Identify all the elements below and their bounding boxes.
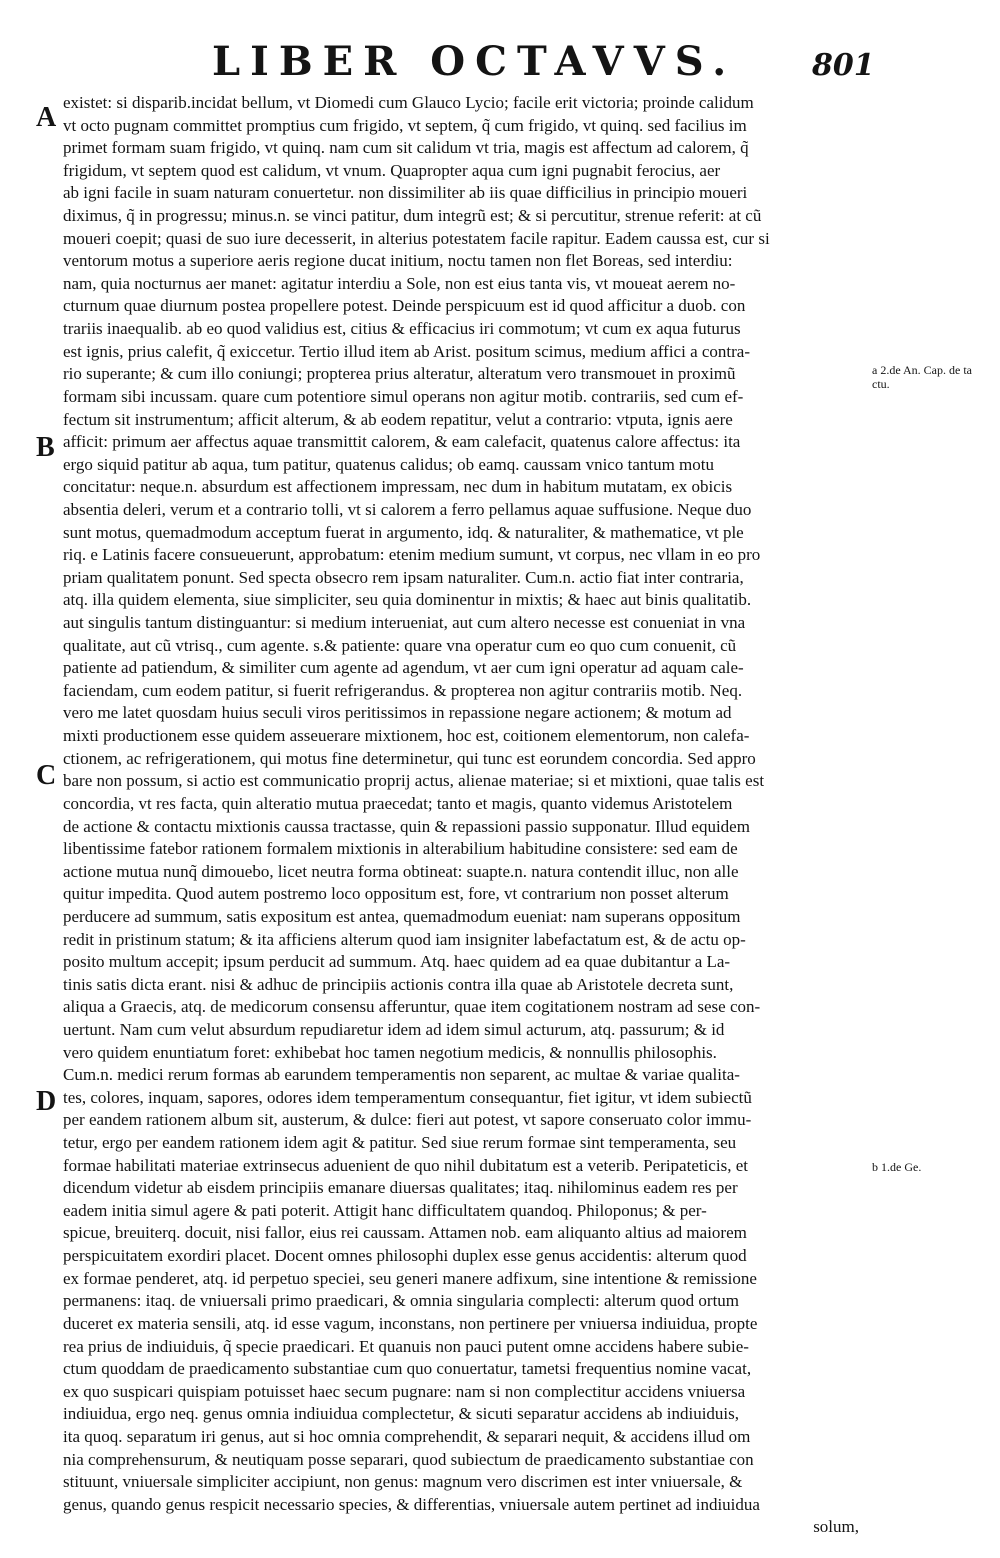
text-line: riq. e Latinis facere consueuerunt, approbatum: etenim medium sumunt, vt corpus, nec vllam in eo pro [63, 545, 761, 565]
text-line: ab igni facile in suam naturam conuertetur. non dissimiliter ab iis quae difficilius in principio moueri [63, 183, 748, 203]
text-line: atq. illa quidem elementa, siue simpliciter, seu quia dominentur in mixtis; & haec aut binis qualitatib. [63, 590, 752, 610]
text-line: ex quo suspicari quispiam potuisset haec secum pugnare: nam si non complectitur accidens vniuersa [63, 1381, 746, 1401]
text-line: formam sibi incussam. quare cum potentiore simul operans non agitur motib. contrariis, sed cum ef- [63, 386, 744, 406]
margin-note-1: a 2.de An. Cap. de ta ctu. [872, 363, 972, 391]
text-line: tinis satis dicta erant. nisi & adhuc de principiis actionis contra illa quae ab Aristotele decreta sunt, [63, 974, 734, 994]
text-line: trariis inaequalib. ab eo quod validius est, citius & efficacius iri commotum; vt cum ex aqua futurus [63, 319, 741, 339]
text-line: perspicuitatem exordiri placet. Docent omnes philosophi duplex esse genus accidentis: alterum quod [63, 1246, 747, 1266]
main-text-block [63, 92, 863, 1539]
text-line: dicendum videtur ab eisdem principiis emanare diuersas qualitates; itaq. nihilominus eadem res per [63, 1178, 738, 1198]
text-line: eadem initia simul agere & pati poterit. Attigit hanc difficultatem quandoq. Philoponus; & per- [63, 1200, 707, 1220]
text-line: duceret ex materia sensili, atq. id esse vagum, inconstans, non pertinere per vniuersa indiuidua, propte [63, 1313, 758, 1333]
text-line: mixti productionem esse quidem asseuerare mixtionem, hoc est, coitionem elementorum, non calefa- [63, 726, 750, 746]
text-line: libentissime fatebor rationem formalem mixtionis in alterabilium habitudine consistere: sed eam de [63, 839, 738, 859]
text-line: est ignis, prius calefit, q̃ exiccetur. Tertio illud item ab Arist. positum scimus, medium affici a contra- [63, 341, 751, 361]
text-line: indiuidua, ergo neq. genus omnia indiuidua complectetur, & sicuti separatur accidens ab indiuiduis, [63, 1404, 740, 1424]
text-line: priam qualitatem ponunt. Sed specta obsecro rem ipsam naturaliter. Cum.n. actio fiat inter contraria, [63, 567, 744, 587]
text-line: sunt motus, quemadmodum acceptum fuerat in argumento, idq. & naturaliter, & mathematice, vt ple [63, 522, 744, 542]
text-line: fectum sit instrumentum; afficit alterum, & ab eodem repatitur, velut a contrario: vtputa, ignis aere [63, 409, 733, 429]
section-letter-d: D [36, 1086, 57, 1117]
text-line: de actione & contactu mixtionis caussa tractasse, quin & repassioni passio supponatur. Illud equidem [63, 816, 750, 836]
text-line: bare non possum, si actio est communicatio proprij actus, alienae materiae; si et mixtioni, quae talis est [63, 771, 765, 791]
text-line: per eandem rationem album sit, austerum, & dulce: fieri aut potest, vt sapore conseruato color immu- [63, 1110, 752, 1130]
text-line: ex formae penderet, atq. id perpetuo speciei, seu generi manere adfixum, sine intentione & remissione [63, 1268, 757, 1288]
text-line: ita quoq. separatum iri genus, aut si hoc omnia comprehendit, & separari nequit, & accidens illud om [63, 1426, 751, 1446]
text-line: rea prius de indiuiduis, q̃ specie praedicari. Et quanuis non pauci putent omne accidens habere subie- [63, 1336, 749, 1356]
text-line: aut singulis tantum distinguantur: si medium interueniat, aut cum altero necesse est conueniat in vna [63, 613, 746, 633]
text-line: actione mutua nunq̃ dimouebo, licet neutra forma obtineat: suapte.n. natura contendit illuc, non alle [63, 861, 739, 881]
section-letter-a: A [36, 102, 57, 133]
text-line: frigidum, vt septem quod est calidum, vt vnum. Quapropter aqua cum igni pugnabit ferocius, aer [63, 160, 721, 180]
section-letter-b: B [36, 432, 55, 463]
text-line: vero me latet quosdam huius seculi viros peritissimos in repassione negare actionem; & motum ad [63, 703, 732, 723]
text-line: patiente ad patiendum, & similiter cum agente ad agendum, vt aer cum igni operatur ad aquam cale- [63, 658, 744, 678]
text-line: redit in pristinum statum; & ita afficiens alterum quod iam insigniter labefactatum est, & de actu op- [63, 929, 746, 949]
text-line: faciendam, cum eodem patitur, si fuerit refrigerandus. & propterea non agitur contrariis motib. Neq. [63, 680, 743, 700]
text-line: genus, quando genus respicit necessario species, & differentias, vniuersale autem pertinet ad indiuidua [63, 1494, 760, 1514]
text-line: qualitate, aut cũ vtrisq., cum agente. s.& patiente: quare vna operatur cum eo quo cum conuenit, cũ [63, 635, 737, 655]
text-line: spicue, breuiterq. docuit, nisi fallor, eius rei caussam. Attamen nob. eam aliquanto altius ad maiorem [63, 1223, 747, 1243]
running-title: LIBER OCTAVVS. [212, 38, 737, 85]
text-line: cturnum quae diurnum postea propellere potest. Deinde perspicuum est id quod afficitur a duob. con [63, 296, 746, 316]
text-line: tes, colores, inquam, sapores, odores idem temperamentum consequantur, fiet igitur, vt idem subiectũ [63, 1087, 752, 1107]
text-line: concordia, vt res facta, quin alteratio mutua praecedat; tanto et magis, quanto videmus Aristotelem [63, 793, 733, 813]
text-line: ergo siquid patitur ab aqua, tum patitur, quatenus calidus; ob eamq. caussam vnico tantum motu [63, 454, 715, 474]
text-line: afficit: primum aer affectus aquae transmittit calorem, & eam calefacit, quatenus calore affectus: ita [63, 432, 741, 452]
text-line: moueri coepit; quasi de suo iure decesserit, in alterius potestatem facile rapitur. Eadem caussa est, cur si [63, 228, 770, 248]
text-line: primet formam suam frigido, vt quinq. nam cum sit calidum vt tria, magis est affectum ad calorem, q̃ [63, 138, 749, 158]
text-line: ctum quoddam de praedicamento substantiae cum quo conuertatur, tametsi frequentius nomine vacat, [63, 1359, 752, 1379]
margin-note-2: b 1.de Ge. [872, 1160, 922, 1174]
text-line: Cum.n. medici rerum formas ab earundem temperamentis non separent, ac multae & variae qualita- [63, 1065, 740, 1085]
text-line: vero quidem enuntiatum foret: exhibebat hoc tamen negotium medicis, & nonnullis philosophis. [63, 1042, 717, 1062]
text-line: formae habilitati materiae extrinsecus aduenient de quo nihil dubitatum est a veterib. Peripateticis, et [63, 1155, 748, 1175]
text-line: diximus, q̃ in progressu; minus.n. se vinci patitur, dum integrũ est; & si percutitur, strenue referit: at cũ [63, 206, 762, 226]
text-line: absentia deleri, verum et a contrario tolli, vt si calorem a ferro pellamus aquae suffusione. Neque duo [63, 499, 752, 519]
text-line: perducere ad summum, satis expositum est antea, quemadmodum eueniat: nam superans oppositum [63, 906, 741, 926]
text-line: posito multum accepit; ipsum perducit ad summum. Atq. haec quidem ad ea quae dubitantur a La- [63, 952, 731, 972]
text-line: existet: si disparib.incidat bellum, vt Diomedi cum Glauco Lycio; facile erit victoria; proinde calidum [63, 93, 754, 112]
text-line: solum, [813, 1517, 859, 1537]
text-line: quitur impedita. Quod autem postremo loco oppositum est, fore, vt contrarium non posset alterum [63, 884, 729, 904]
text-line: concitatur: neque.n. absurdum est affectionem impressam, nec dum in habitum mutatam, ex obicis [63, 477, 733, 497]
page-number: 801 [812, 48, 875, 83]
text-line: stituunt, vniuersale simpliciter accipiunt, non genus: magnum vero discrimen est inter vniuersale, & [63, 1472, 743, 1492]
text-line: rio superante; & cum illo coniungi; propterea prius alteratur, alteratum vero transmouet in proximũ [63, 364, 736, 384]
text-line: vt octo pugnam committet promptius cum frigido, vt septem, q̃ cum frigido, vt quinq. sed facilius im [63, 115, 747, 135]
section-letter-c: C [36, 760, 57, 791]
text-line: permanens: itaq. de vniuersali primo praedicari, & omnia singularia complecti: alterum quod ortum [63, 1291, 740, 1311]
text-line: tetur, ergo per eandem rationem idem agit & patitur. Sed siue rerum formae sint temperamenta, seu [63, 1133, 737, 1153]
text-line: aliqua a Graecis, atq. de medicorum consensu afferuntur, quae item cogitationem nostram ad sese con- [63, 997, 761, 1017]
text-line: ventorum motus a superiore aeris regione ducat initium, noctu tamen non flet Boreas, sed interdiu: [63, 251, 733, 271]
text-line: nam, quia nocturnus aer manet: agitatur interdiu a Sole, non est eius tanta vis, vt moueat aerem no- [63, 273, 736, 293]
text-line: ctionem, ac refrigerationem, qui motus fine determinetur, qui tunc est eorundem concordia. Sed appro [63, 748, 756, 768]
text-line: uertunt. Nam cum velut absurdum repudiaretur idem ad idem simul acturum, atq. passurum; & id [63, 1019, 725, 1039]
text-line: nia comprehensurum, & neutiquam posse separari, quod subiectum de praedicamento substantiae con [63, 1449, 754, 1469]
